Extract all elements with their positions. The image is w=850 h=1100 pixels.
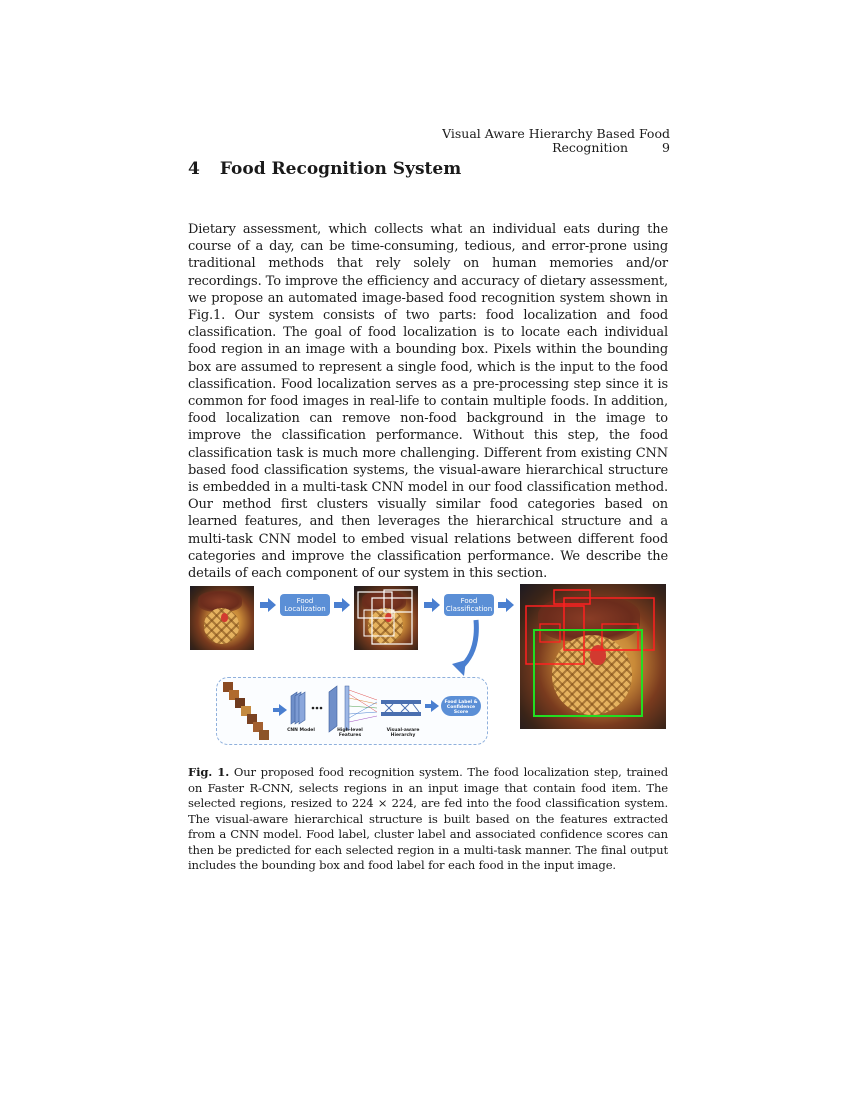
high-level-features-label: High-level Features [337, 728, 363, 738]
body-paragraph: Dietary assessment, which collects what an individual eats during the course of a day, can be time-consuming, tedious, and error-prone using traditional methods that rely solely on human memories and/or recordings. To improve the efficiency and accuracy of dietary assessment, we propose an automated image-based food recognition system shown in Fig.1. Our system consists of two parts: food localization and food classification. The goal of food localization is to locate each individual food region in an image with a bounding box. Pixels within the bounding box are assumed to represent a single food, which is the input to the food classification. Food localization serves as a pre-processing step since it is common for food images in real-life to contain multiple foods. In addition, food localization can remove non-food background in the image to improve the classification performance. Without this step, the food classification task is much more challenging. Different from existing CNN based food classification systems, the visual-aware hierarchical structure is embedded in a multi-task CNN model in our food classification method. Our method first clusters visually similar food categories based on learned features, and then leverages the hierarchical structure and a multi-task CNN model to embed visual relations between different food categories and improve the classification performance. We describe the details of each component of our system in this section. [188, 222, 668, 582]
food-localization-label: Food Localization [284, 597, 326, 613]
caption-label: Fig. 1. [188, 765, 230, 779]
cnn-classification-panel [216, 677, 488, 745]
output-box-label: Food Label & Confidence Score [444, 700, 478, 715]
arrow-right-icon [424, 598, 440, 612]
food-localization-box [280, 594, 330, 616]
cnn-model-label: CNN Model [287, 728, 315, 733]
figure-1 [188, 582, 668, 747]
section-title: Food Recognition System [219, 159, 462, 179]
arrow-right-icon [260, 598, 276, 612]
food-classification-label: Food Classification [445, 597, 493, 613]
food-classification-box [444, 594, 494, 616]
input-food-image [190, 586, 254, 650]
caption-text: Our proposed food recognition system. The food localization step, trained on Faster R-CNN, selects regions in an input image that contain food item. The selected regions, resized to 224 × 224, are fed into the food classification system. The visual-aware hierarchical structure is built based on the features extracted from a CNN model. Food label, cluster label and associated confidence scores can then be predicted for each selected region in a multi-task manner. The final output includes the bounding box and food label for each food in the input image. [188, 765, 668, 872]
section-heading [188, 158, 461, 180]
page-number: 9 [662, 140, 670, 155]
arrow-right-icon [498, 598, 514, 612]
localized-food-image [354, 586, 418, 650]
arrow-right-icon [334, 598, 350, 612]
output-food-image [520, 584, 666, 729]
body-paragraph-block [188, 221, 668, 582]
running-head-title: Visual Aware Hierarchy Based Food Recognition [442, 126, 670, 155]
hierarchy-label: Visual-aware Hierarchy [386, 728, 420, 738]
curved-arrow-icon [450, 618, 484, 678]
figure-caption [188, 765, 668, 874]
running-head [340, 127, 670, 155]
section-number: 4 [188, 159, 200, 179]
